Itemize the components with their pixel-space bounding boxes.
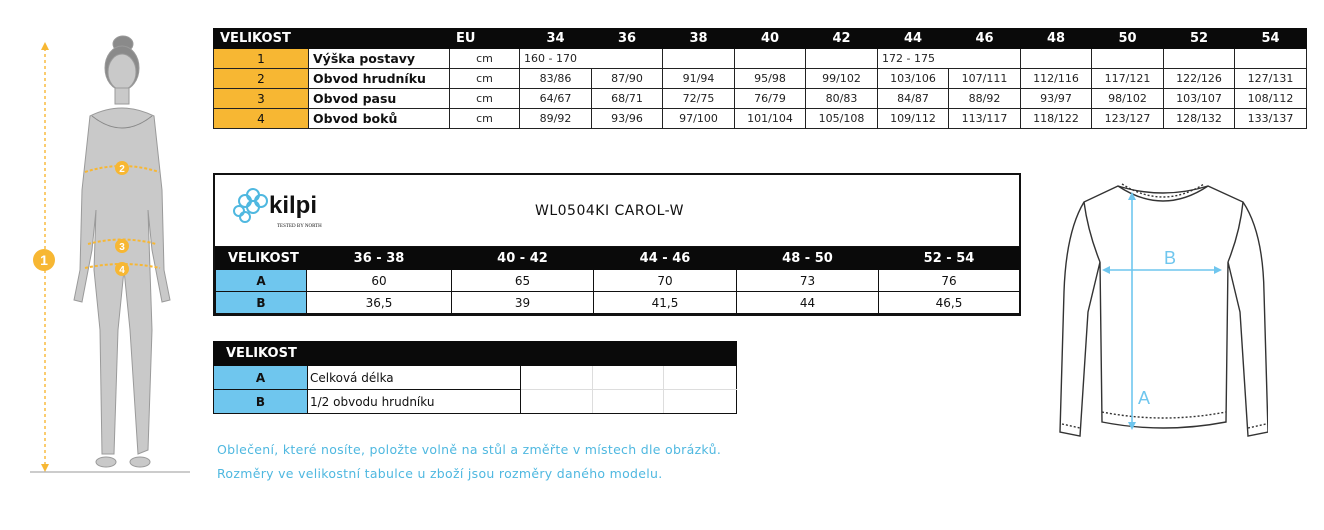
legend-key: B: [214, 390, 308, 414]
cell-value: 93/97: [1021, 89, 1092, 109]
label-a: A: [1138, 388, 1151, 408]
cell-value: 127/131: [1235, 69, 1307, 89]
header-size-range: 44 - 46: [594, 248, 737, 270]
svg-text:TESTED BY NORTH: TESTED BY NORTH: [277, 224, 322, 229]
header-size: 52: [1164, 29, 1235, 49]
cell-empty: [1164, 49, 1235, 69]
cell-value: 80/83: [806, 89, 878, 109]
row-number: 4: [214, 109, 309, 129]
svg-text:2: 2: [119, 164, 125, 175]
cell-value: 87/90: [592, 69, 663, 89]
row-label: Obvod boků: [309, 109, 450, 129]
body-measurement-figure: [30, 30, 190, 480]
cell-value: 70: [594, 270, 737, 292]
cell-empty: [521, 366, 593, 390]
kilpi-logo: [231, 183, 331, 239]
cell-value: 122/126: [1164, 69, 1235, 89]
cell-value: 107/111: [949, 69, 1021, 89]
table-row: [214, 366, 737, 390]
row-key: B: [216, 292, 307, 314]
cell-value: 72/75: [663, 89, 735, 109]
header-size: 46: [949, 29, 1021, 49]
cell-empty: [664, 366, 737, 390]
cell-value: 103/107: [1164, 89, 1235, 109]
row-number: 2: [214, 69, 309, 89]
cell-value: 108/112: [1235, 89, 1307, 109]
cell-value: 109/112: [878, 109, 949, 129]
row-key: A: [216, 270, 307, 292]
table-row: [214, 89, 1307, 109]
cell-empty: [806, 49, 878, 69]
instruction-note: Oblečení, které nosíte, položte volně na stůl a změřte v místech dle obrázků.: [217, 442, 722, 457]
header-velikost: VELIKOST: [214, 29, 309, 49]
cell-value: 89/92: [520, 109, 592, 129]
cell-empty: [1235, 49, 1307, 69]
table-row: [216, 270, 1020, 292]
product-name: WL0504KI CAROL-W: [535, 203, 685, 219]
row-label: Výška postavy: [309, 49, 450, 69]
cell-value: 128/132: [1164, 109, 1235, 129]
legend-header: VELIKOST: [214, 342, 737, 366]
cell-empty: [1021, 49, 1092, 69]
instruction-note: Rozměry ve velikostní tabulce u zboží jsou rozměry daného modelu.: [217, 466, 663, 481]
kilpi-knot-icon: [234, 189, 267, 222]
cell-value: 41,5: [594, 292, 737, 314]
row-unit: cm: [450, 109, 520, 129]
size-table: [213, 28, 1307, 129]
label-b: B: [1164, 248, 1177, 268]
row-label: Obvod hrudníku: [309, 69, 450, 89]
cell-value: 112/116: [1021, 69, 1092, 89]
shirt-outline: [1060, 184, 1268, 436]
product-measure-table: [215, 247, 1020, 314]
cell-value: 44: [737, 292, 879, 314]
product-header: [215, 175, 1019, 247]
row-number: 1: [214, 49, 309, 69]
cell-value: 88/92: [949, 89, 1021, 109]
header-size-range: 52 - 54: [879, 248, 1020, 270]
header-size: 40: [735, 29, 806, 49]
cell-value: 60: [307, 270, 452, 292]
cell-empty: [593, 366, 664, 390]
header-size-range: 36 - 38: [307, 248, 452, 270]
cell-value: 160 - 170: [520, 49, 663, 69]
cell-value: 76/79: [735, 89, 806, 109]
cell-value: 83/86: [520, 69, 592, 89]
cell-value: 64/67: [520, 89, 592, 109]
arrow-down-icon: [41, 464, 49, 472]
cell-value: 98/102: [1092, 89, 1164, 109]
cell-empty: [735, 49, 806, 69]
cell-value: 99/102: [806, 69, 878, 89]
row-number: 3: [214, 89, 309, 109]
cell-value: 73: [737, 270, 879, 292]
cell-value: 113/117: [949, 109, 1021, 129]
svg-text:3: 3: [119, 242, 125, 253]
table-row: [214, 390, 737, 414]
svg-text:1: 1: [40, 252, 48, 268]
svg-text:kilpi: kilpi: [269, 192, 318, 219]
product-table-header: [216, 248, 1020, 270]
legend-table: [213, 341, 737, 414]
header-size: 48: [1021, 29, 1092, 49]
shirt-measurement-diagram: [1058, 172, 1268, 452]
cell-empty: [593, 390, 664, 414]
cell-value: 84/87: [878, 89, 949, 109]
header-size: 44: [878, 29, 949, 49]
row-label: Obvod pasu: [309, 89, 450, 109]
cell-value: 97/100: [663, 109, 735, 129]
cell-value: 133/137: [1235, 109, 1307, 129]
cell-value: 118/122: [1021, 109, 1092, 129]
row-unit: cm: [450, 49, 520, 69]
table-row: [214, 49, 1307, 69]
cell-value: 91/94: [663, 69, 735, 89]
cell-value: 46,5: [879, 292, 1020, 314]
cell-value: 68/71: [592, 89, 663, 109]
cell-value: 103/106: [878, 69, 949, 89]
header-size: 50: [1092, 29, 1164, 49]
cell-value: 95/98: [735, 69, 806, 89]
header-size-range: 40 - 42: [452, 248, 594, 270]
arrow-up-icon: [41, 42, 49, 50]
cell-value: 93/96: [592, 109, 663, 129]
legend-desc: Celková délka: [308, 366, 521, 390]
cell-value: 39: [452, 292, 594, 314]
header-velikost: VELIKOST: [216, 248, 307, 270]
cell-value: 123/127: [1092, 109, 1164, 129]
cell-value: 36,5: [307, 292, 452, 314]
cell-empty: [1092, 49, 1164, 69]
cell-value: 117/121: [1092, 69, 1164, 89]
table-row: [214, 69, 1307, 89]
cell-value: 172 - 175: [878, 49, 1021, 69]
cell-value: 65: [452, 270, 594, 292]
header-eu: EU: [450, 29, 520, 49]
header-size: 54: [1235, 29, 1307, 49]
product-size-table: [213, 173, 1021, 316]
legend-desc: 1/2 obvodu hrudníku: [308, 390, 521, 414]
header-blank: [309, 29, 450, 49]
row-unit: cm: [450, 69, 520, 89]
cell-value: 101/104: [735, 109, 806, 129]
cell-value: 76: [879, 270, 1020, 292]
svg-text:4: 4: [119, 265, 125, 276]
header-size: 36: [592, 29, 663, 49]
header-size: 34: [520, 29, 592, 49]
table-row: [214, 109, 1307, 129]
table-row: [216, 292, 1020, 314]
row-unit: cm: [450, 89, 520, 109]
header-size-range: 48 - 50: [737, 248, 879, 270]
cell-empty: [663, 49, 735, 69]
cell-value: 105/108: [806, 109, 878, 129]
legend-key: A: [214, 366, 308, 390]
cell-empty: [664, 390, 737, 414]
size-table-header: [214, 29, 1307, 49]
cell-empty: [521, 390, 593, 414]
header-size: 38: [663, 29, 735, 49]
header-size: 42: [806, 29, 878, 49]
